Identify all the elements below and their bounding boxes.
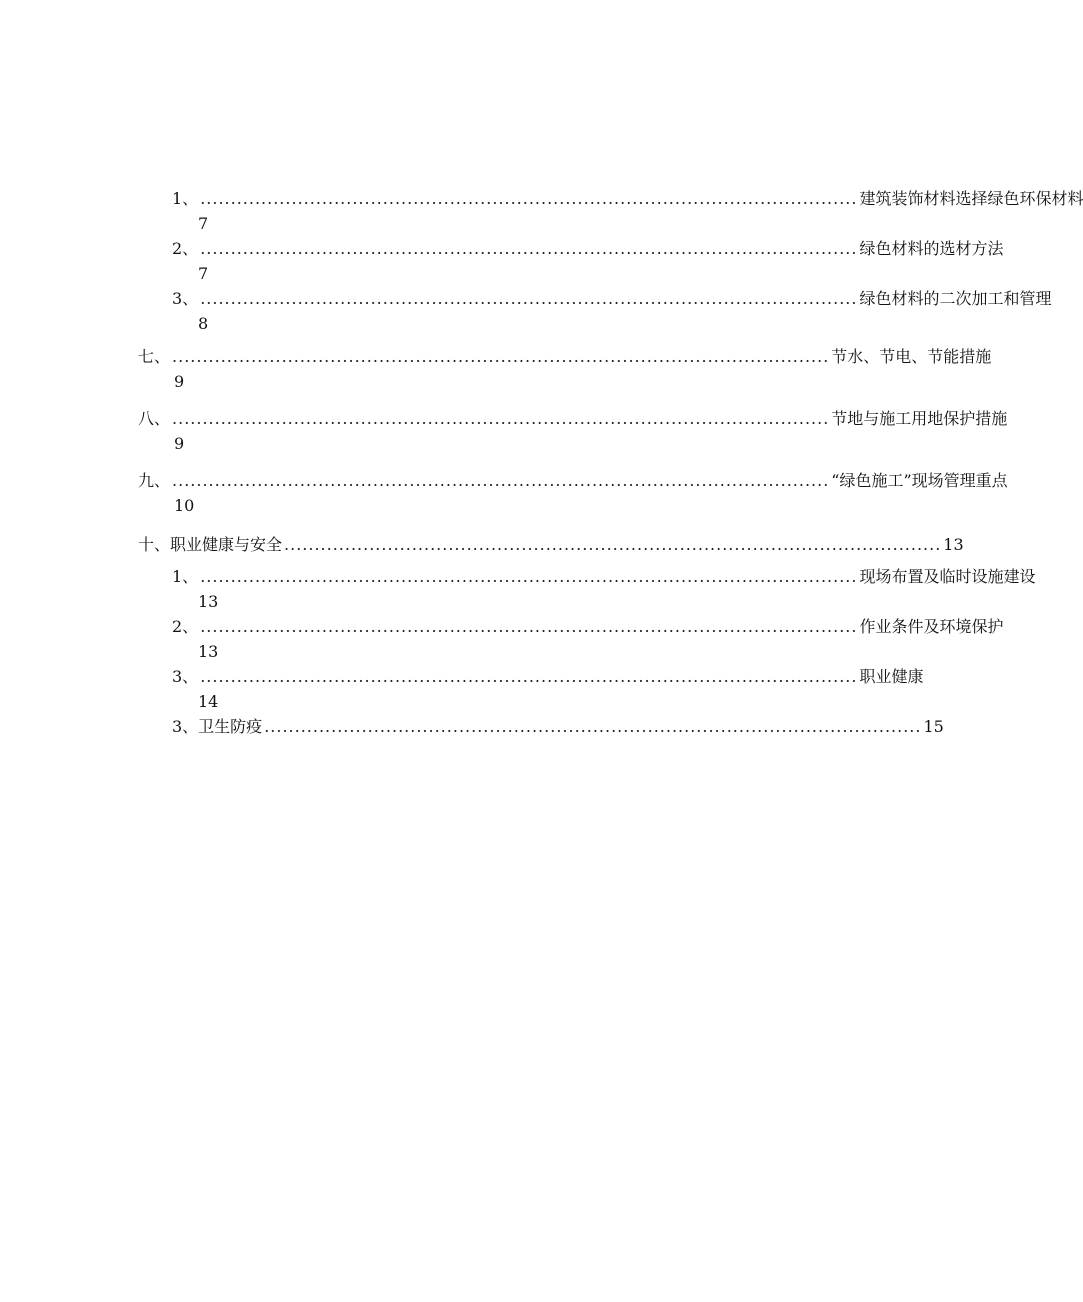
toc-entry-title: 作业条件及环境保护 xyxy=(859,617,1004,636)
toc-entry[interactable] xyxy=(138,346,992,368)
toc-entry-page: 10 xyxy=(174,496,195,515)
toc-entry-page: 7 xyxy=(198,264,209,283)
toc-entry-page: 8 xyxy=(198,314,209,333)
toc-entry-title: 绿色材料的选材方法 xyxy=(859,239,1004,258)
toc-entry-title: 绿色材料的二次加工和管理 xyxy=(859,289,1052,308)
toc-entry[interactable] xyxy=(172,188,1083,210)
toc-entry-number: 1、 xyxy=(172,189,199,208)
dot-leader: ............................................................................................................ xyxy=(200,239,858,258)
dot-leader: ............................................................................................................ xyxy=(200,567,858,586)
toc-entry-page: 13 xyxy=(198,642,219,661)
toc-entry[interactable] xyxy=(138,470,1008,492)
dot-leader: ............................................................................................................ xyxy=(200,189,858,208)
toc-entry-number: 八、 xyxy=(138,409,171,428)
toc-entry[interactable] xyxy=(172,238,1004,260)
toc-entry-page: 13 xyxy=(198,592,219,611)
toc-entry-number: 3、 xyxy=(172,667,199,686)
toc-entry-number: 1、 xyxy=(172,567,199,586)
dot-leader: ............................................................................................................ xyxy=(200,667,858,686)
dot-leader: ............................................................................................................ xyxy=(284,535,942,554)
dot-leader: ............................................................................................................ xyxy=(200,289,858,308)
toc-entry[interactable] xyxy=(172,716,944,738)
toc-entry-page: 9 xyxy=(174,434,185,453)
dot-leader: ............................................................................................................ xyxy=(172,409,830,428)
dot-leader: ............................................................................................................ xyxy=(172,471,830,490)
toc-entry-number: 十、职业健康与安全 xyxy=(138,535,283,554)
toc-entry-title: 建筑装饰材料选择绿色环保材料 xyxy=(859,189,1083,208)
toc-entry[interactable] xyxy=(138,534,964,556)
toc-entry-number: 3、卫生防疫 xyxy=(172,717,263,736)
toc-entry-title: 现场布置及临时设施建设 xyxy=(859,567,1036,586)
toc-entry-number: 九、 xyxy=(138,471,171,490)
toc-entry-number: 2、 xyxy=(172,239,199,258)
toc-entry-title: 职业健康 xyxy=(859,667,924,686)
toc-entry[interactable] xyxy=(172,288,1052,310)
toc-entry-number: 3、 xyxy=(172,289,199,308)
toc-entry[interactable] xyxy=(172,666,924,688)
toc-entry-number: 七、 xyxy=(138,347,171,366)
toc-entry-page: 15 xyxy=(923,717,944,736)
dot-leader: ............................................................................................................ xyxy=(264,717,922,736)
toc-entry[interactable] xyxy=(138,408,1008,430)
toc-entry-page: 14 xyxy=(198,692,219,711)
toc-entry-page: 7 xyxy=(198,214,209,233)
toc-entry[interactable] xyxy=(172,616,1004,638)
toc-entry-number: 2、 xyxy=(172,617,199,636)
toc-entry-title: “绿色施工”现场管理重点 xyxy=(831,471,1008,490)
toc-entry-title: 节地与施工用地保护措施 xyxy=(831,409,1008,428)
toc-entry-page: 9 xyxy=(174,372,185,391)
toc-entry-title: 节水、节电、节能措施 xyxy=(831,347,992,366)
toc-entry[interactable] xyxy=(172,566,1036,588)
dot-leader: ............................................................................................................ xyxy=(200,617,858,636)
dot-leader: ............................................................................................................ xyxy=(172,347,830,366)
toc-entry-page: 13 xyxy=(943,535,964,554)
